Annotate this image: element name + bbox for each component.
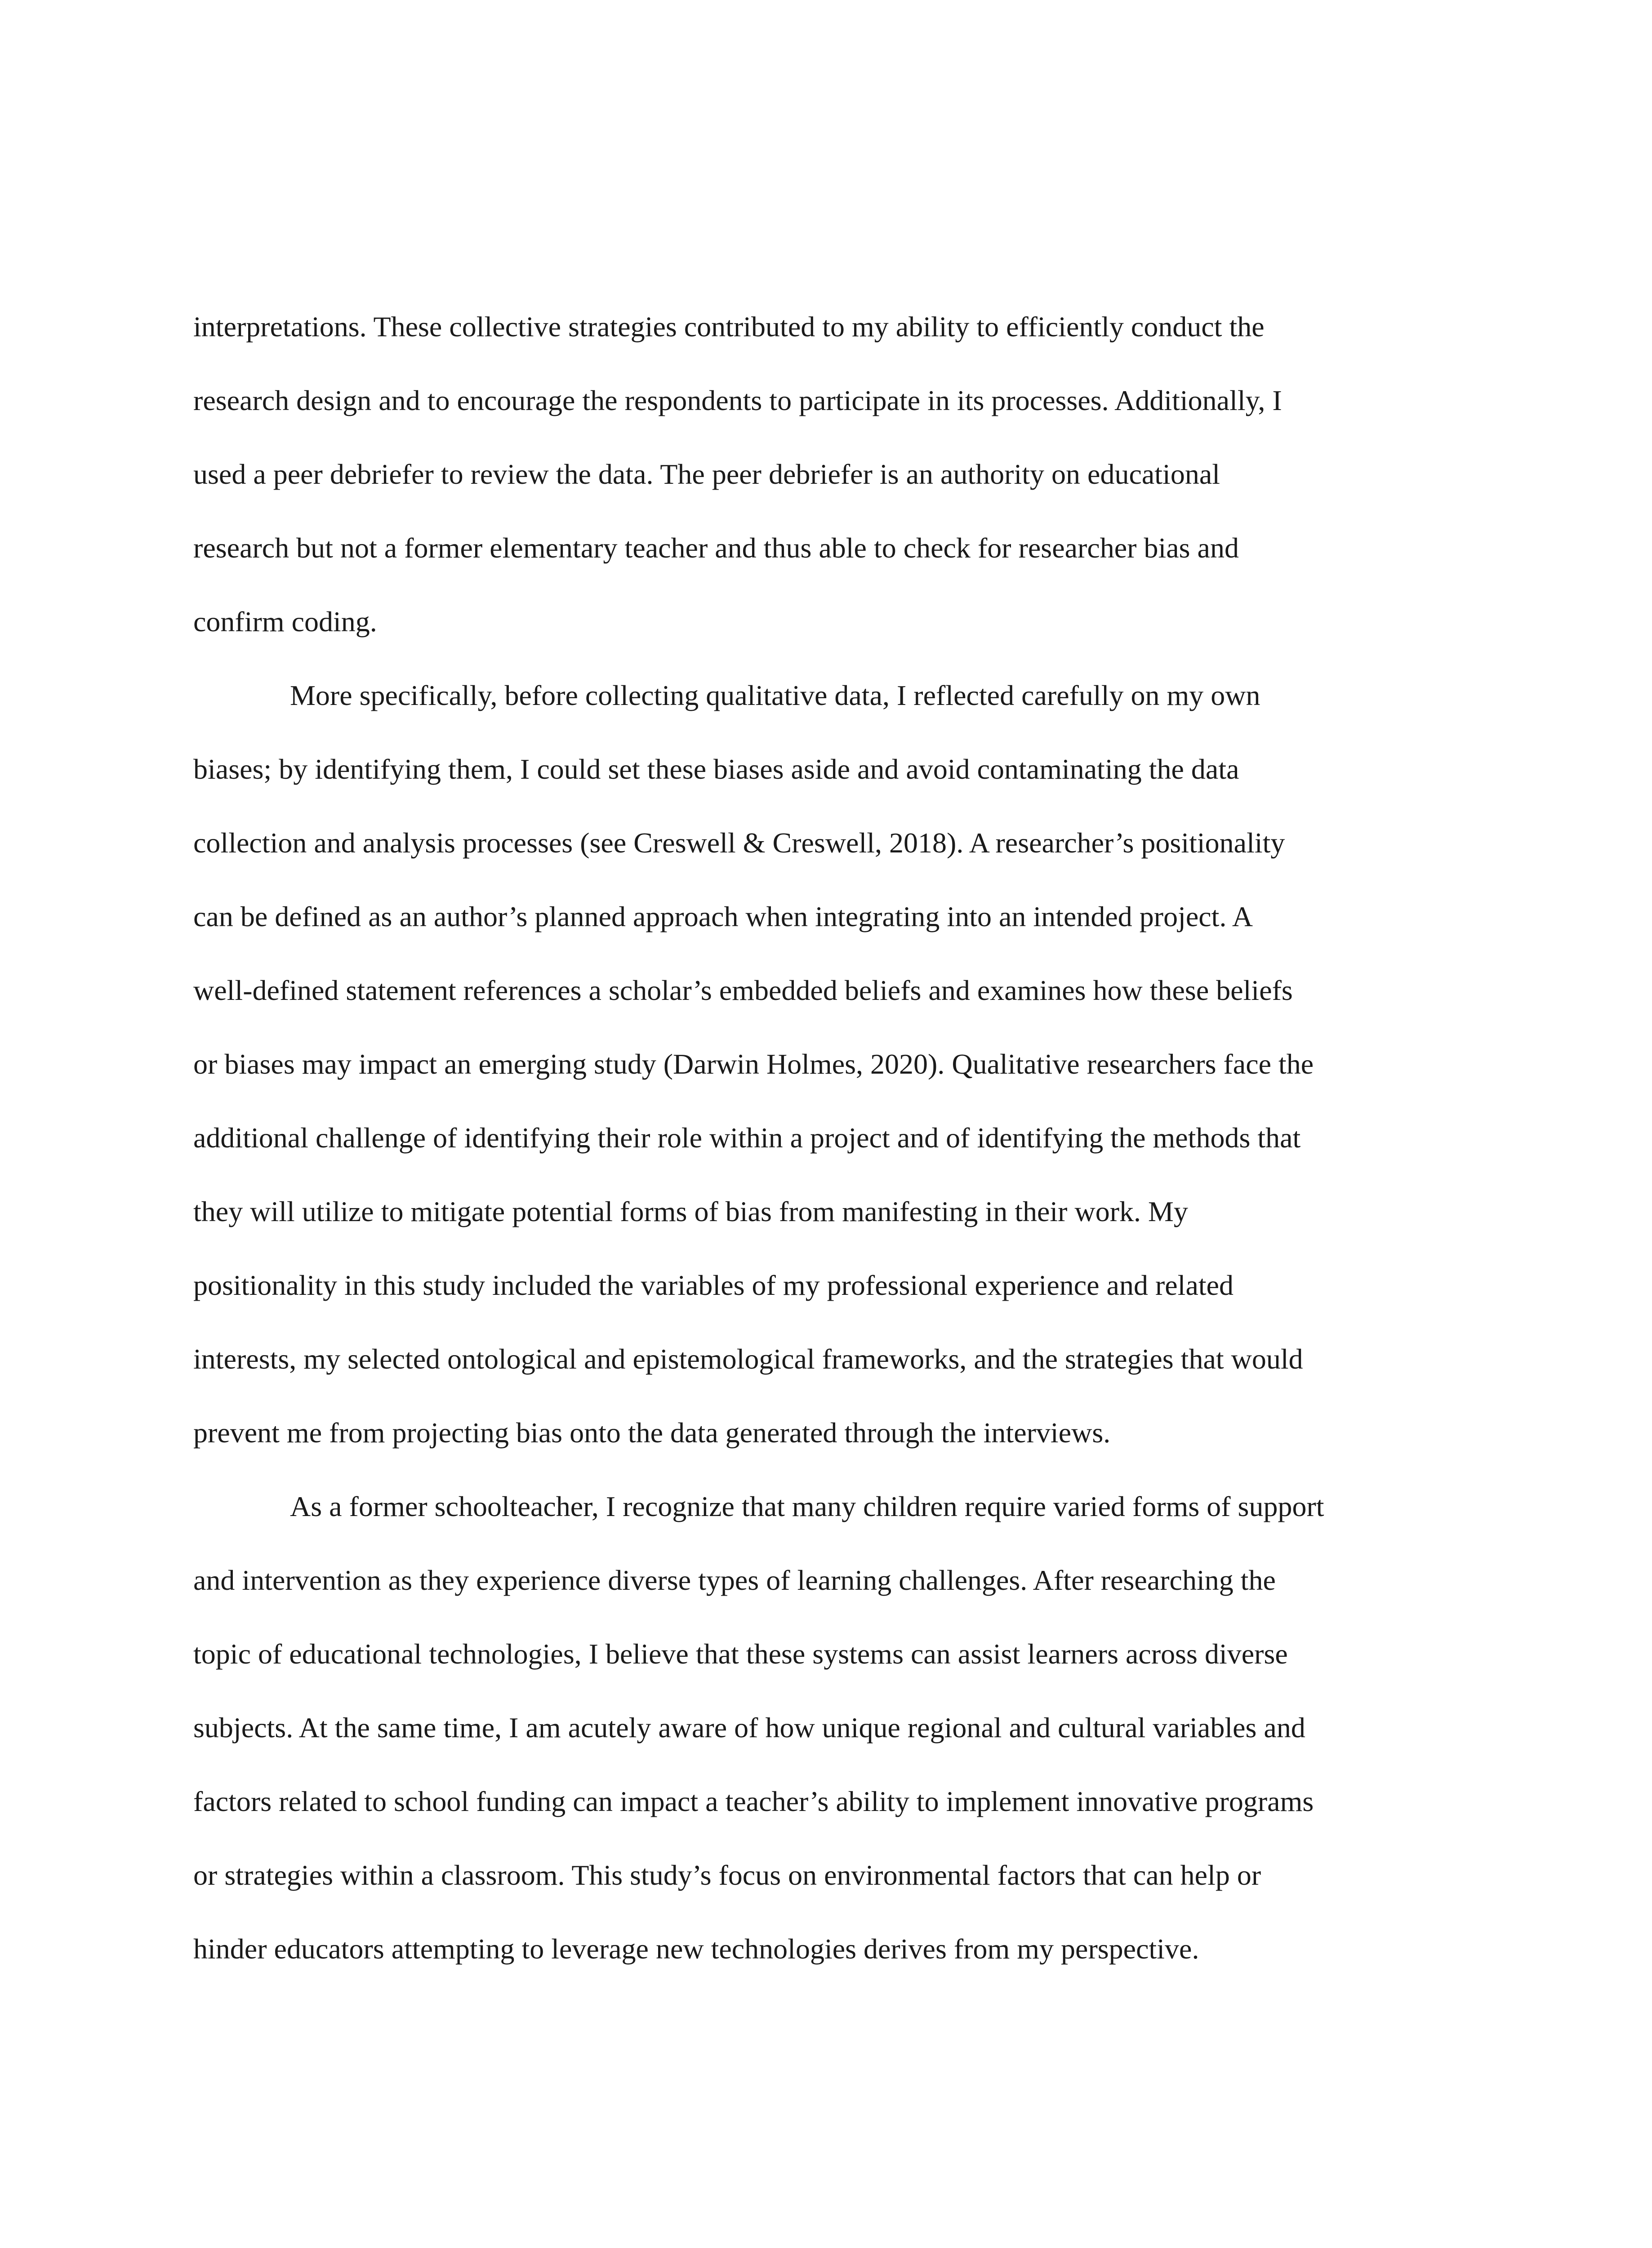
paragraph-line: factors related to school funding can impact a teacher’s ability to implement innovative programs (193, 1785, 1314, 1817)
paragraph-line: and intervention as they experience diverse types of learning challenges. After researching the (193, 1564, 1276, 1596)
paragraph-line: research but not a former elementary teacher and thus able to check for researcher bias and (193, 532, 1239, 564)
paragraph-1 (193, 290, 1461, 659)
paragraph-3 (193, 1470, 1461, 1986)
paragraph-line: or strategies within a classroom. This study’s focus on environmental factors that can help or (193, 1859, 1261, 1891)
paragraph-line: confirm coding. (193, 606, 377, 638)
paragraph-line: research design and to encourage the respondents to participate in its processes. Additionally, I (193, 384, 1282, 416)
paragraph-2 (193, 659, 1461, 1470)
paragraph-line: they will utilize to mitigate potential forms of bias from manifesting in their work. My (193, 1195, 1188, 1227)
paragraph-line: interpretations. These collective strategies contributed to my ability to efficiently conduct the (193, 311, 1265, 343)
paragraph-line: topic of educational technologies, I believe that these systems can assist learners across diverse (193, 1638, 1288, 1670)
paragraph-line: well-defined statement references a scholar’s embedded beliefs and examines how these beliefs (193, 974, 1293, 1006)
paragraph-line: or biases may impact an emerging study (Darwin Holmes, 2020). Qualitative researchers face the (193, 1048, 1314, 1080)
paragraph-line: positionality in this study included the variables of my professional experience and related (193, 1269, 1234, 1301)
paragraph-line: biases; by identifying them, I could set these biases aside and avoid contaminating the data (193, 753, 1239, 785)
paragraph-line: subjects. At the same time, I am acutely aware of how unique regional and cultural variables and (193, 1712, 1305, 1744)
paragraph-line: used a peer debriefer to review the data. The peer debriefer is an authority on educational (193, 458, 1220, 490)
paragraph-line: interests, my selected ontological and epistemological frameworks, and the strategies that would (193, 1343, 1303, 1375)
paragraph-line: More specifically, before collecting qualitative data, I reflected carefully on my own (290, 679, 1260, 711)
paragraph-line: As a former schoolteacher, I recognize that many children require varied forms of support (290, 1490, 1324, 1522)
paragraph-line: hinder educators attempting to leverage new technologies derives from my perspective. (193, 1933, 1199, 1965)
paragraph-line: additional challenge of identifying their role within a project and of identifying the methods that (193, 1122, 1301, 1154)
paragraph-line: prevent me from projecting bias onto the data generated through the interviews. (193, 1417, 1111, 1449)
body-text (193, 290, 1461, 1986)
paragraph-line: collection and analysis processes (see Creswell & Creswell, 2018). A researcher’s positionality (193, 827, 1285, 859)
paragraph-line: can be defined as an author’s planned approach when integrating into an intended project. A (193, 901, 1253, 932)
